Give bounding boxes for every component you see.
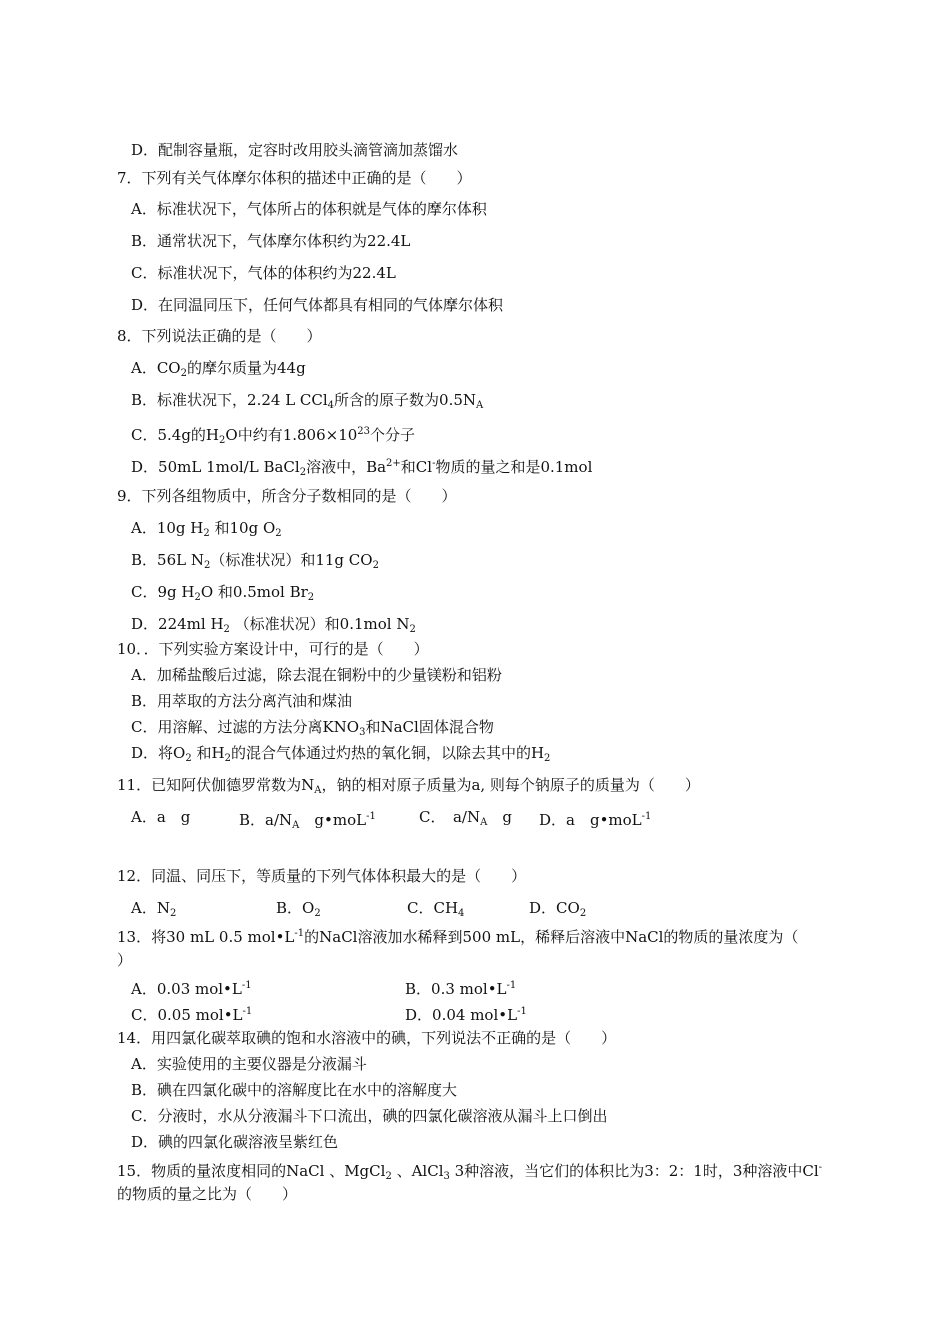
q9-stem: 9．下列各组物质中，所含分子数相同的是（ ） [117,487,457,505]
q10-option-b: B．用萃取的方法分离汽油和煤油 [131,692,353,710]
q12-option-d: D．$CO_2$ [529,899,587,919]
q7-option-c: C．标准状况下，气体的体积约为22.4L [131,264,396,282]
q11-stem: 11．已知阿伏伽德罗常数为$N_A$，钠的相对原子质量为a, 则每个钠原子的质量为（ ） [117,776,700,796]
q8-option-c: C．5.4g的$H_2O$中约有$1.806\times 10^{23}$个分子 [131,426,416,446]
q15-stem-end: 的物质的量之比为（ ） [117,1185,298,1203]
q7-option-d: D．在同温同压下，任何气体都具有相同的气体摩尔体积 [131,296,504,314]
q8-stem: 8．下列说法正确的是（ ） [117,327,322,345]
q9-option-a: A．10g $H_2$ 和10g $O_2$ [131,519,282,539]
q11-option-d: D．a g•moL$^{-1}$ [539,811,652,829]
q14-option-c: C．分液时，水从分液漏斗下口流出，碘的四氯化碳溶液从漏斗上口倒出 [131,1107,608,1125]
q13-option-d: D．0.04 $mol•L^{-1}$ [405,1006,527,1024]
q14-option-b: B．碘在四氯化碳中的溶解度比在水中的溶解度大 [131,1081,458,1099]
q11-option-c: C． $a/N_A$ g [419,808,512,828]
q13-option-a: A．0.03 $mol•L^{-1}$ [131,980,252,998]
q10-option-c: C．用溶解、过滤的方法分离$KNO_3$和NaCl固体混合物 [131,718,494,738]
q8-option-d: D．50mL 1mol/L BaCl$_2$溶液中，$Ba^{2+}$和Cl-物质的量之和是0.1mol [131,458,593,478]
q11-option-a: A．a g [131,808,191,826]
q8-option-b: B．标准状况下，2.24 L CCl$_4$所含的原子数为$0.5N_A$ [131,391,484,411]
q14-stem: 14．用四氯化碳萃取碘的饱和水溶液中的碘，下列说法不正确的是（ ） [117,1029,617,1047]
q13-option-b: B．0.3 $mol•L^{-1}$ [405,980,517,998]
q13-stem: 13．将30 mL 0.5 $mol•L^{-1}$的NaCl溶液加水稀释到500 mL，稀释后溶液中NaCl的物质的量浓度为（ [117,928,799,946]
q11-option-b: B．$a/N_A$ g•moL$^{-1}$ [239,811,376,831]
q13-stem-end: ） [117,951,133,969]
q14-option-d: D．碘的四氯化碳溶液呈紫红色 [131,1133,339,1151]
q8-option-a: A．$CO_2$的摩尔质量为44g [131,359,306,379]
q10-stem: 10．．下列实验方案设计中，可行的是（ ） [117,640,429,658]
q9-option-b: B．56L $N_2$（标准状况）和11g $CO_2$ [131,551,379,571]
q12-stem: 12．同温、同压下，等质量的下列气体体积最大的是（ ） [117,867,527,885]
q7-option-b: B．通常状况下，气体摩尔体积约为22.4L [131,232,411,250]
q10-option-d: D．将$O_2$ 和$H_2$的混合气体通过灼热的氧化铜，以除去其中的$H_2$ [131,744,551,764]
q10-option-a: A．加稀盐酸后过滤，除去混在铜粉中的少量镁粉和铝粉 [131,666,502,684]
q12-option-a: A．$N_2$ [131,899,177,919]
q14-option-a: A．实验使用的主要仪器是分液漏斗 [131,1055,367,1073]
q13-option-c: C．0.05 $mol•L^{-1}$ [131,1006,253,1024]
q9-option-c: C．9g $H_2O$ 和0.5mol $Br_2$ [131,583,315,603]
q12-option-c: C．$CH_4$ [407,899,465,919]
q15-stem: 15．物质的量浓度相同的NaCl 、MgCl$_2$ 、AlCl$_3$ 3种溶液，当它们的体积比为3：2：1时，3种溶液中Cl- [117,1162,823,1182]
q9-option-d: D．224ml $H_2$ （标准状况）和0.1mol $N_2$ [131,615,416,635]
q12-option-b: B．$O_2$ [276,899,321,919]
q7-option-a: A．标准状况下，气体所占的体积就是气体的摩尔体积 [131,200,487,218]
q6-option-d: D．配制容量瓶，定容时改用胶头滴管滴加蒸馏水 [131,141,459,159]
q7-stem: 7．下列有关气体摩尔体积的描述中正确的是（ ） [117,169,472,187]
